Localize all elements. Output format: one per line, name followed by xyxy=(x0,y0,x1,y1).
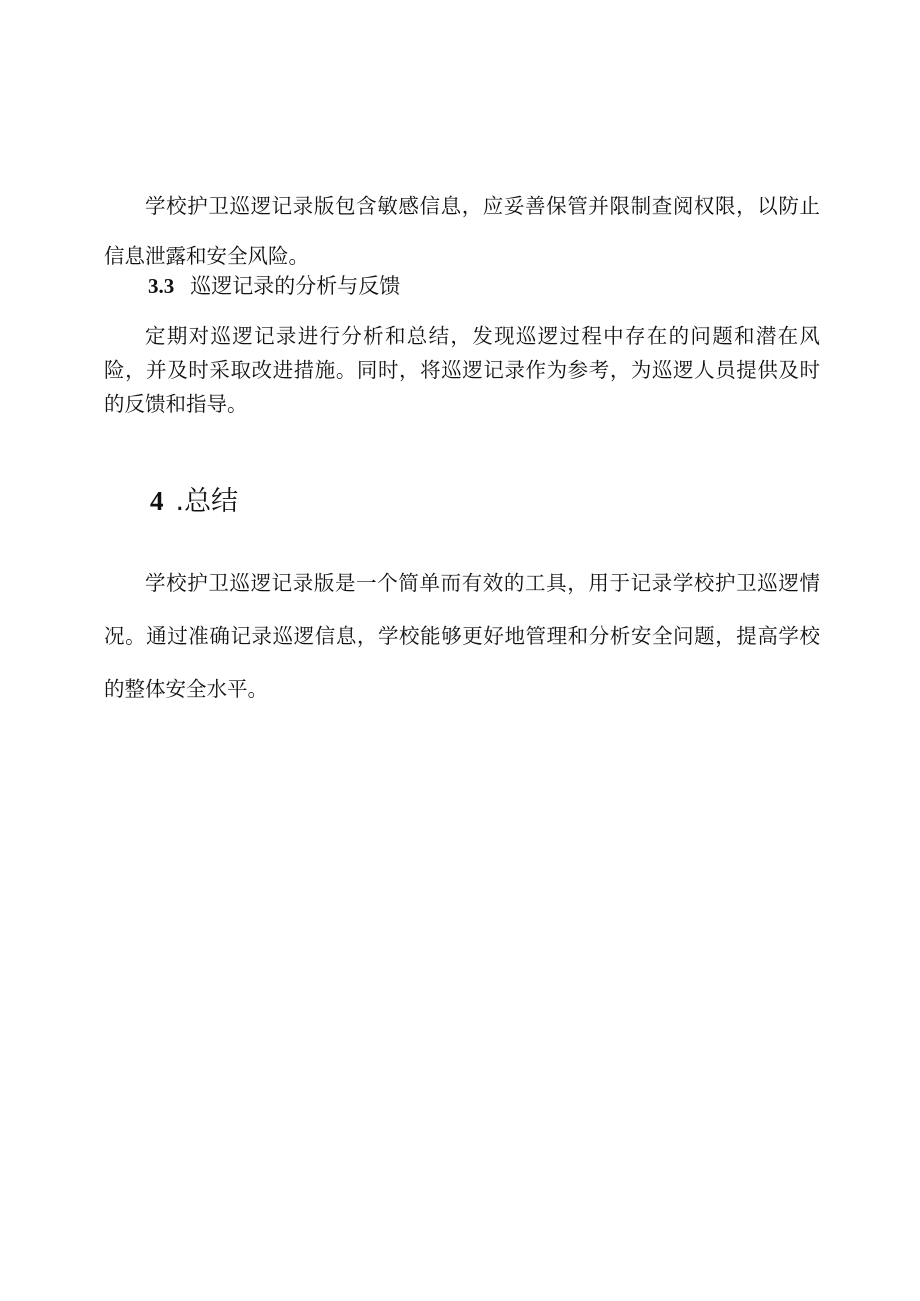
section-3-3-title: 巡逻记录的分析与反馈 xyxy=(190,274,401,298)
section-3-3-number: 3.3 xyxy=(148,274,175,298)
section-4-number: 4 xyxy=(150,486,164,516)
section-4-heading xyxy=(150,481,238,522)
summary-paragraph: 学校护卫巡逻记录版是一个简单而有效的工具，用于记录学校护卫巡逻情况。通过准确记录巡逻信息，学校能够更好地管理和分析安全问题，提高学校的整体安全水平。 xyxy=(104,571,820,701)
analysis-feedback-paragraph: 定期对巡逻记录进行分析和总结，发现巡逻过程中存在的问题和潜在风险，并及时采取改进措施。同时，将巡逻记录作为参考，为巡逻人员提供及时的反馈和指导。 xyxy=(104,324,820,416)
sensitive-info-paragraph: 学校护卫巡逻记录版包含敏感信息，应妥善保管并限制查阅权限，以防止信息泄露和安全风险。 xyxy=(104,194,820,268)
section-3-3-heading xyxy=(148,270,400,302)
section-4-title: .总结 xyxy=(175,486,239,517)
